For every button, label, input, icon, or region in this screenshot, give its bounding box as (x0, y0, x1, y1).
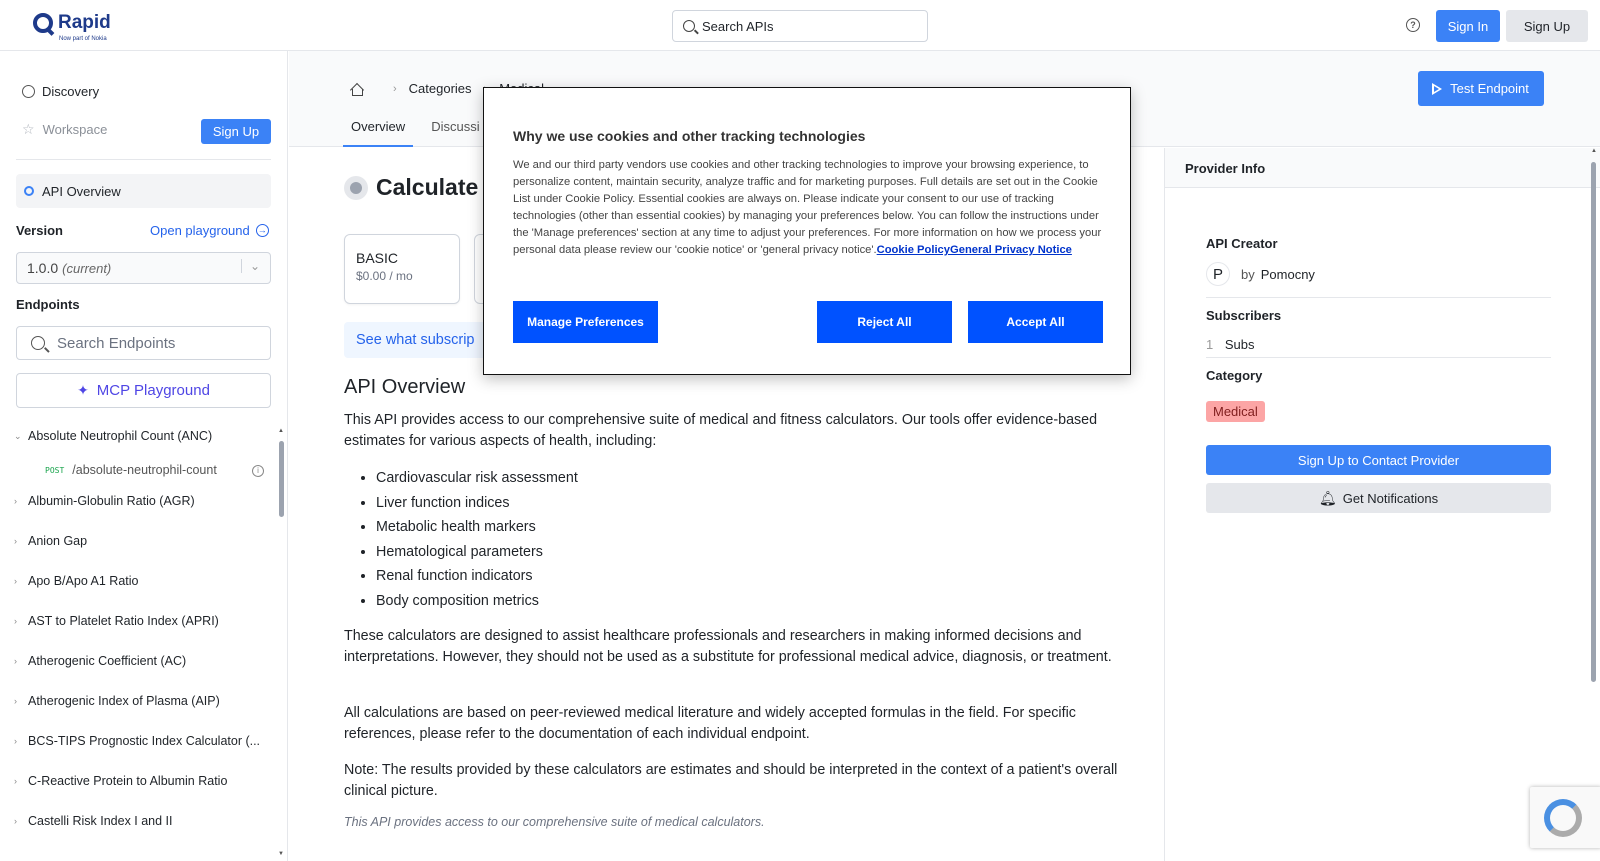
endpoint-group[interactable] (14, 694, 220, 708)
endpoint-group[interactable] (14, 734, 260, 748)
sidebar-item-api-overview[interactable] (16, 174, 271, 208)
scrollbar-thumb[interactable] (1591, 162, 1596, 682)
provider-scrollbar[interactable] (1591, 148, 1597, 861)
workspace-label: Workspace (42, 122, 108, 137)
sign-up-button[interactable]: Sign Up (1506, 10, 1588, 42)
search-icon (683, 20, 695, 32)
version-label: Version (16, 223, 63, 238)
divider (1206, 357, 1551, 358)
api-overview-label: API Overview (42, 183, 121, 199)
sidebar-item-discovery[interactable] (22, 84, 99, 99)
version-select[interactable] (16, 252, 271, 284)
privacy-notice-link[interactable]: General Privacy Notice (950, 244, 1072, 256)
compass-icon (22, 85, 35, 98)
arrow-right-circle-icon: → (257, 225, 267, 235)
endpoint-group-label: Albumin-Globulin Ratio (AGR) (28, 494, 195, 508)
section-title: API Overview (344, 376, 466, 398)
cookie-consent-dialog (483, 87, 1131, 375)
intro-paragraph: This API provides access to our comprehensive suite of medical and fitness calculators. Our tools offer evidence-based estimates for various aspects of health, including: (344, 412, 1098, 449)
chevron-down-icon: ⌄ (14, 430, 22, 441)
overview-icon (24, 186, 34, 196)
endpoint-group-label: Absolute Neutrophil Count (ANC) (28, 429, 213, 443)
endpoint-group[interactable] (14, 654, 186, 668)
sign-in-button[interactable]: Sign In (1436, 10, 1500, 42)
logo-text: Rapid (58, 12, 111, 33)
chevron-right-icon: › (14, 736, 17, 746)
chevron-down-icon: ⌄ (241, 259, 260, 273)
chevron-right-icon: › (14, 816, 17, 826)
endpoint-group-label: Anion Gap (28, 534, 88, 548)
rapid-logo-icon (33, 13, 53, 33)
chevron-right-icon: › (14, 696, 17, 706)
paragraph: Note: The results provided by these calculators are estimates and should be interpreted in the context of a patient's overall clinical picture. (344, 762, 1118, 799)
list-item: • Hematological parameters (376, 540, 578, 565)
info-icon[interactable]: i (252, 465, 264, 477)
endpoint-group-label: Atherogenic Coefficient (AC) (28, 654, 187, 668)
category-badge[interactable]: Medical (1206, 401, 1265, 422)
sparkle-icon: ✦ (77, 382, 89, 398)
chevron-right-icon: › (14, 776, 17, 786)
subscribers-count (1206, 337, 1255, 352)
sidebar-divider (16, 159, 271, 160)
mcp-playground-label: MCP Playground (96, 382, 210, 399)
sidebar-sign-up-button[interactable]: Sign Up (201, 119, 271, 144)
plan-price: $0.00 / mo (356, 269, 413, 283)
rapid-logo[interactable] (33, 12, 111, 42)
chevron-right-icon: › (14, 656, 17, 666)
recaptcha-badge[interactable] (1530, 787, 1600, 848)
scroll-up-icon: ▲ (278, 428, 284, 434)
tab-overview[interactable]: Overview (343, 117, 413, 147)
scroll-down-icon: ▼ (278, 851, 284, 857)
paragraph: These calculators are designed to assist healthcare professionals and researchers in making informed decisions and interpretations. However, they should not be used as a substitute for professional medical advice, diagnosis, or treatment. (344, 628, 1112, 665)
endpoint-post-item[interactable] (45, 463, 259, 477)
endpoints-label: Endpoints (16, 297, 80, 312)
star-icon: ☆ (22, 121, 35, 137)
cookie-policy-link[interactable]: Cookie Policy (876, 244, 951, 256)
by-label: by (1241, 266, 1255, 282)
tab-discussions[interactable]: Discussi (431, 119, 480, 134)
play-icon (1433, 83, 1442, 95)
endpoint-group-label: AST to Platelet Ratio Index (APRI) (28, 614, 219, 628)
scrollbar-thumb[interactable] (279, 441, 284, 517)
paragraph: All calculations are based on peer-reviewed medical literature and widely accepted formulas in the field. For specific references, please refer to the documentation of each individual endpoint. (344, 705, 1076, 742)
cookie-body-text: We and our third party vendors use cookies and other tracking technologies to improve your browsing experience, to personalize content, maintain security, analyze traffic and for marketing purposes. Full details are set out in the Cookie List under Cookie Policy. Essential cookies are always on. Please indicate your consent to our use of tracking technologies (other than essential cookies) by managing your preferences below. You can follow the instructions under the 'Manage preferences' section at any time to adjust your preferences. For more information on how we process your personal data please review our 'cookie notice' or 'general privacy notice'. (513, 159, 1102, 256)
reject-all-button[interactable]: Reject All (817, 301, 952, 343)
chevron-right-icon: › (14, 576, 17, 586)
feature-list (376, 466, 578, 614)
provider-info-header: Provider Info (1165, 148, 1600, 188)
logo-subtext: Now part of Nokia (59, 36, 107, 42)
chevron-right-icon: › (14, 496, 17, 506)
creator-name: Pomocny (1260, 266, 1315, 282)
endpoint-group-label: C-Reactive Protein to Albumin Ratio (28, 774, 228, 788)
chevron-right-icon: › (393, 82, 397, 95)
mcp-playground-button[interactable] (16, 373, 271, 408)
list-item: • Metabolic health markers (376, 515, 578, 540)
subscription-link[interactable]: See what subscrip (344, 322, 544, 358)
api-creator-label: API Creator (1206, 236, 1278, 251)
api-creator[interactable] (1206, 262, 1315, 286)
api-title: Calculate (376, 174, 479, 200)
breadcrumb-categories[interactable]: Categories (408, 81, 472, 96)
subscribers-label: Subscribers (1206, 308, 1282, 323)
http-verb-badge: POST (45, 465, 65, 475)
search-apis-input[interactable] (672, 10, 928, 42)
search-endpoints-input[interactable] (16, 326, 271, 360)
list-item: • Body composition metrics (376, 589, 578, 614)
open-playground-label: Open playground (150, 223, 250, 238)
bell-icon: 🔔︎ (1318, 489, 1337, 506)
sidebar-item-workspace[interactable] (22, 121, 107, 138)
top-bar (0, 0, 1600, 51)
cookie-dialog-body (513, 157, 1103, 259)
list-item: • Renal function indicators (376, 564, 578, 589)
category-label: Category (1206, 368, 1263, 383)
plan-name: BASIC (356, 250, 399, 266)
italic-note: This API provides access to our comprehensive suite of medical calculators. (344, 815, 765, 829)
endpoint-group[interactable] (14, 614, 219, 628)
home-icon[interactable] (350, 83, 363, 95)
manage-preferences-button[interactable]: Manage Preferences (513, 301, 658, 343)
test-endpoint-button[interactable] (1418, 71, 1544, 106)
search-icon (31, 336, 45, 350)
search-apis-placeholder: Search APIs (702, 18, 774, 34)
cookie-dialog-title: Why we use cookies and other tracking technologies (513, 128, 866, 144)
avatar: P (1206, 262, 1230, 286)
chevron-right-icon: › (14, 536, 17, 546)
contact-provider-button[interactable]: Sign Up to Contact Provider (1206, 445, 1551, 475)
scroll-up-icon: ▲ (1591, 148, 1597, 154)
accept-all-button[interactable]: Accept All (968, 301, 1103, 343)
test-endpoint-label: Test Endpoint (1450, 81, 1529, 96)
provider-panel (1164, 148, 1600, 861)
endpoint-group-label: Atherogenic Index of Plasma (AIP) (28, 694, 220, 708)
endpoint-group[interactable] (14, 534, 87, 548)
endpoint-group[interactable] (14, 429, 212, 443)
discovery-label: Discovery (42, 84, 100, 99)
endpoint-group[interactable] (14, 494, 195, 508)
chevron-right-icon: › (14, 616, 17, 626)
endpoint-group[interactable] (14, 774, 227, 788)
help-icon[interactable]: ? (1406, 18, 1420, 32)
version-value: 1.0.0 (27, 260, 59, 276)
subs-unit: Subs (1224, 337, 1255, 352)
list-item: • Cardiovascular risk assessment (376, 466, 578, 491)
tabs (343, 117, 488, 147)
open-playground-link[interactable] (150, 223, 269, 238)
endpoint-group[interactable] (14, 574, 139, 588)
endpoint-path: /absolute-neutrophil-count (72, 463, 217, 477)
api-logo-icon (344, 176, 368, 200)
get-notifications-label: Get Notifications (1342, 490, 1439, 506)
endpoint-group-label: Castelli Risk Index I and II (28, 814, 173, 828)
search-endpoints-placeholder: Search Endpoints (57, 334, 176, 352)
divider (1206, 297, 1551, 298)
endpoint-group-label: BCS-TIPS Prognostic Index Calculator (... (28, 734, 261, 748)
sidebar (0, 51, 288, 861)
endpoint-group[interactable] (14, 814, 173, 828)
recaptcha-icon (1544, 799, 1582, 837)
sidebar-scrollbar[interactable] (278, 428, 284, 859)
plan-card-basic[interactable] (344, 234, 460, 304)
version-tag: (current) (62, 260, 112, 276)
list-item: • Liver function indices (376, 491, 578, 516)
subs-number: 1 (1206, 337, 1214, 352)
get-notifications-button[interactable] (1206, 483, 1551, 513)
endpoint-group-label: Apo B/Apo A1 Ratio (28, 574, 139, 588)
